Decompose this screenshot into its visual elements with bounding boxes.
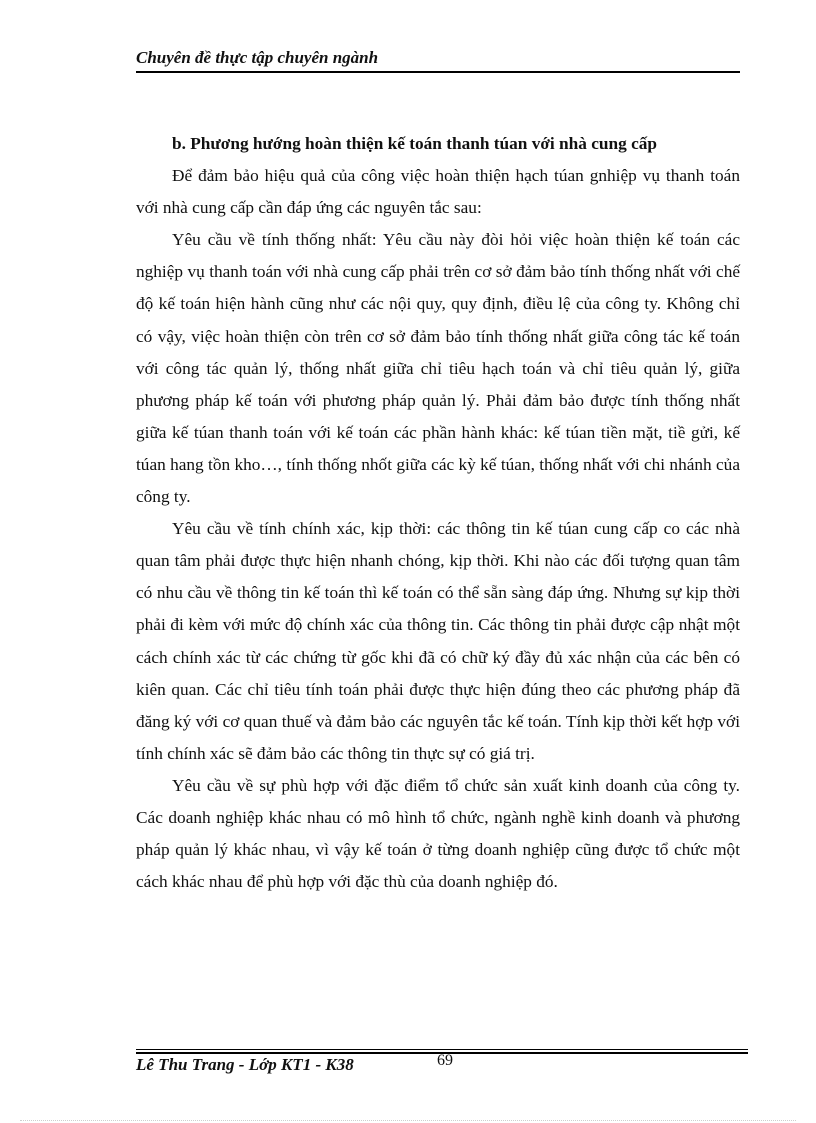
footer-author: Lê Thu Trang - Lớp KT1 - K38 (136, 1055, 354, 1074)
paragraph-suitability: Yêu cầu về sự phù hợp với đặc điểm tổ chức sản xuất kinh doanh của công ty. Các doanh nghiệp khác nhau có mô hình tổ chức, ngành nghề kinh doanh và phương pháp quản lý khác nhau, vì vậy kế toán ở từng doanh nghiệp cũng được tổ chức một cách khác nhau để phù hợp với đặc thù của doanh nghiệp đó. (136, 775, 740, 892)
footer-rule (136, 1049, 748, 1050)
section-heading: b. Phương hướng hoàn thiện kế toán thanh túan với nhà cung cấp (172, 134, 657, 153)
page-number: 69 (437, 1052, 453, 1069)
paragraph-accuracy: Yêu cầu về tính chính xác, kịp thời: các thông tin kế túan cung cấp co các nhà quan tâm phải được thực hiện nhanh chóng, kịp thời. Khi nào các đối tượng quan tâm có nhu cầu về thông tin kế toán thì kế toán có thể sẵn sàng đáp ứng. Nhưng sự kịp thời phải đi kèm với mức độ chính xác của thông tin. Các thông tin phải được cập nhật một cách chính xác từ các chứng từ gốc khi đã có chữ ký đầy đủ xác nhận của các bên có kiên quan. Các chỉ tiêu tính toán phải được thực hiện đúng theo các phương pháp đã đăng ký với cơ quan thuế và đảm bảo các nguyên tắc kế toán. Tính kịp thời kết hợp với tính chính xác sẽ đảm bảo các thông tin thực sự có giá trị. (136, 519, 740, 763)
paragraph-intro: Để đảm bảo hiệu quả của công việc hoàn thiện hạch túan gnhiệp vụ thanh toán với nhà cung cấp cần đáp ứng các nguyên tắc sau: (136, 166, 740, 218)
document-body (136, 128, 740, 898)
page-boundary (20, 1120, 796, 1121)
running-header: Chuyên đề thực tập chuyên ngành (136, 48, 740, 73)
paragraph-consistency: Yêu cầu về tính thống nhất: Yêu cầu này đòi hỏi việc hoàn thiện kế toán các nghiệp vụ thanh toán với nhà cung cấp phải trên cơ sở đảm bảo tính thống nhất với chế độ kế toán hiện hành cũng như các nội quy, quy định, điều lệ của công ty. Không chỉ có vậy, việc hoàn thiện còn trên cơ sở đảm bảo tính thống nhất giữa công tác kế toán với công tác quản lý, thống nhất giữa chỉ tiêu hạch toán và chỉ tiêu quản lý, giữa phương pháp kế toán với phương pháp quản lý. Phải đảm bảo được tính thống nhất giữa kế túan thanh toán với kế toán các phần hành khác: kế túan tiền mặt, tiề gửi, kế túan hang tồn kho…, tính thống nhốt giữa các kỳ kế túan, thống nhất với chi nhánh của công ty. (136, 230, 740, 507)
